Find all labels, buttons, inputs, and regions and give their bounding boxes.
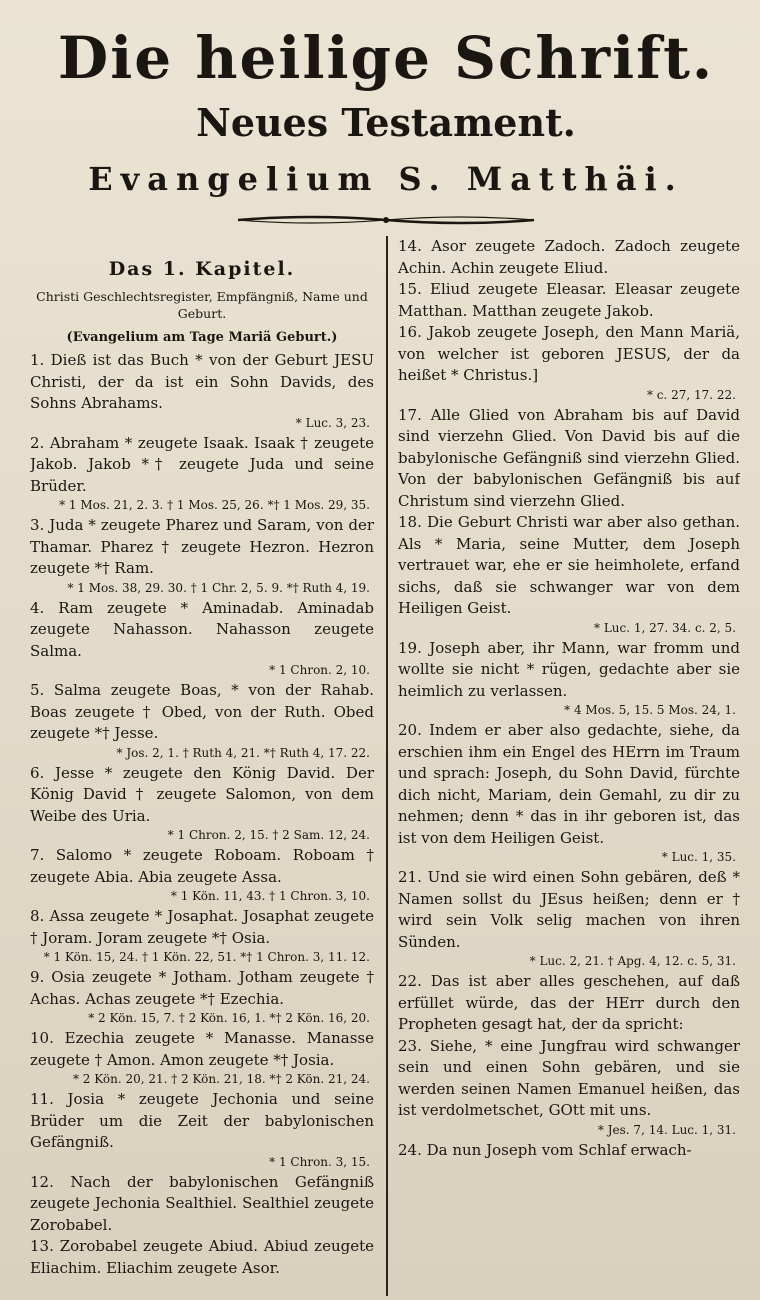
verse-text: 1. Dieß ist das Buch * von der Geburt JESU Christi, der da ist ein Sohn Davids, des Sohns Abrahams. <box>30 351 374 412</box>
text-columns <box>30 236 742 1296</box>
verse-text: 6. Jesse * zeugete den König David. Der König David † zeugete Salomon, von dem Weibe des Uria. <box>30 763 374 825</box>
right-column-body <box>398 236 740 1161</box>
verse-text: 17. Alle Glied von Abraham bis auf David sind vierzehn Glied. Von David bis auf die babylonische Gefängniß sind vierzehn Glied. Von der babylonischen Gefängniß bis auf Christum sind vierzehn Glied. <box>398 405 740 510</box>
testament-title: Neues Testament. <box>196 100 576 145</box>
cross-reference-note: * 1 Kön. 11, 43. † 1 Chron. 3, 10. <box>170 889 370 903</box>
cross-reference-note: * 1 Mos. 21, 2. 3. † 1 Mos. 25, 26. *† 1 Mos. 29, 35. <box>59 498 370 512</box>
cross-reference-note: * 2 Kön. 15, 7. † 2 Kön. 16, 1. *† 2 Kön. 16, 20. <box>88 1011 370 1025</box>
chapter-summary: Christi Geschlechtsregister, Empfängniß, Name und Geburt. <box>36 289 368 321</box>
verse-text: 19. Joseph aber, ihr Mann, war fromm und wollte sie nicht * rügen, gedachte aber sie heimlich zu verlassen. <box>398 638 740 700</box>
column-divider <box>386 236 388 1296</box>
verse-text: 5. Salma zeugete Boas, * von der Rahab. Boas zeugete † Obed, von der Ruth. Obed zeugete *† Jesse. <box>30 681 374 742</box>
chapter-heading: Das 1. Kapitel. <box>108 258 296 280</box>
cross-reference-note: * 1 Chron. 2, 15. † 2 Sam. 12, 24. <box>167 828 370 842</box>
cross-reference-note: * c. 27, 17. 22. <box>646 387 736 402</box>
cross-reference-note: * Luc. 1, 35. <box>661 850 736 864</box>
verse-text: 12. Nach der babylonischen Gefängniß zeugete Jechonia Sealthiel. Sealthiel zeugete Zorobabel. <box>30 1172 374 1234</box>
cross-reference-note: * 1 Chron. 2, 10. <box>269 663 370 677</box>
right-column <box>392 236 740 1161</box>
book-title: Die heilige Schrift. <box>57 24 715 92</box>
verse-text: 3. Juda * zeugete Pharez und Saram, von der Thamar. Pharez † zeugete Hezron. Hezron zeugete *† Ram. <box>30 516 374 577</box>
cross-reference-note: * Luc. 1, 27. 34. c. 2, 5. <box>594 620 736 635</box>
cross-reference-note: * 2 Kön. 20, 21. † 2 Kön. 21, 18. *† 2 Kön. 21, 24. <box>72 1072 370 1086</box>
left-column-body <box>30 350 374 1279</box>
verse-text: 18. Die Geburt Christi war aber also gethan. Als * Maria, seine Mutter, dem Joseph vertrauet war, ehe er sie heimholete, erfand sichs, daß sie schwanger war von dem Heiligen Geist. <box>398 513 740 617</box>
verse-text: 11. Josia * zeugete Jechonia und seine Brüder um die Zeit der babylonischen Gefängniß. <box>30 1090 374 1151</box>
verse-text: 20. Indem er aber also gedachte, siehe, da erschien ihm ein Engel des HErrn im Traum und sprach: Joseph, du Sohn David, fürchte dich nicht, Mariam, dein Gemahl, zu dir zu nehmen; denn * das in ihr geboren ist, das ist von dem Heiligen Geist. <box>398 721 740 847</box>
verse-text: 2. Abraham * zeugete Isaak. Isaak † zeugete Jakob. Jakob *† zeugete Juda und seine Brüder. <box>30 433 374 495</box>
verse-text: 10. Ezechia zeugete * Manasse. Manasse zeugete † Amon. Amon zeugete *† Josia. <box>30 1029 374 1069</box>
cross-reference-note: * Jos. 2, 1. † Ruth 4, 21. *† Ruth 4, 17. 22. <box>116 745 370 760</box>
verse-text: 15. Eliud zeugete Eleasar. Eleasar zeugete Matthan. Matthan zeugete Jakob. <box>398 280 740 320</box>
gospel-title: Evangelium S. Matthäi. <box>88 160 684 198</box>
reading-note: (Evangelium am Tage Mariä Geburt.) <box>66 330 338 345</box>
verse-text: 8. Assa zeugete * Josaphat. Josaphat zeugete † Joram. Joram zeugete *† Osia. <box>30 907 374 947</box>
verse-text: 24. Da nun Joseph vom Schlaf erwach- <box>398 1140 692 1159</box>
verse-text: 9. Osia zeugete * Jotham. Jotham zeugete † Achas. Achas zeugete *† Ezechia. <box>30 968 374 1008</box>
verse-text: 4. Ram zeugete * Aminadab. Aminadab zeugete Nahasson. Nahasson zeugete Salma. <box>30 598 374 660</box>
cross-reference-note: * 1 Chron. 3, 15. <box>269 1154 370 1169</box>
cross-reference-note: * 4 Mos. 5, 15. 5 Mos. 24, 1. <box>564 703 736 717</box>
verse-text: 23. Siehe, * eine Jungfrau wird schwanger sein und einen Sohn gebären, und sie werden seinen Namen Emanuel heißen, das ist verdolmetschet, GOtt mit uns. <box>398 1036 740 1119</box>
verse-text: 14. Asor zeugete Zadoch. Zadoch zeugete Achin. Achin zeugete Eliud. <box>398 237 740 277</box>
verse-text: 16. Jakob zeugete Joseph, den Mann Mariä, von welcher ist geboren JESUS, der da heißet * Christus.] <box>398 323 740 384</box>
ornament-divider <box>236 212 536 228</box>
cross-reference-note: * Jes. 7, 14. Luc. 1, 31. <box>597 1122 736 1137</box>
cross-reference-note: * 1 Kön. 15, 24. † 1 Kön. 22, 51. *† 1 Chron. 3, 11. 12. <box>43 950 370 964</box>
cross-reference-note: * 1 Mos. 38, 29. 30. † 1 Chr. 2, 5. 9. *† Ruth 4, 19. <box>67 580 370 595</box>
cross-reference-note: * Luc. 2, 21. † Apg. 4, 12. c. 5, 31. <box>529 954 736 968</box>
left-column <box>30 236 382 1279</box>
verse-text: 13. Zorobabel zeugete Abiud. Abiud zeugete Eliachim. Eliachim zeugete Asor. <box>30 1237 374 1277</box>
verse-text: 22. Das ist aber alles geschehen, auf daß erfüllet würde, das der HErr durch den Propheten gesagt hat, der da spricht: <box>398 972 740 1033</box>
verse-text: 7. Salomo * zeugete Roboam. Roboam † zeugete Abia. Abia zeugete Assa. <box>30 846 374 886</box>
cross-reference-note: * Luc. 3, 23. <box>295 415 370 430</box>
verse-text: 21. Und sie wird einen Sohn gebären, deß * Namen sollst du JEsus heißen; denn er † wird sein Volk selig machen von ihren Sünden. <box>398 868 740 951</box>
